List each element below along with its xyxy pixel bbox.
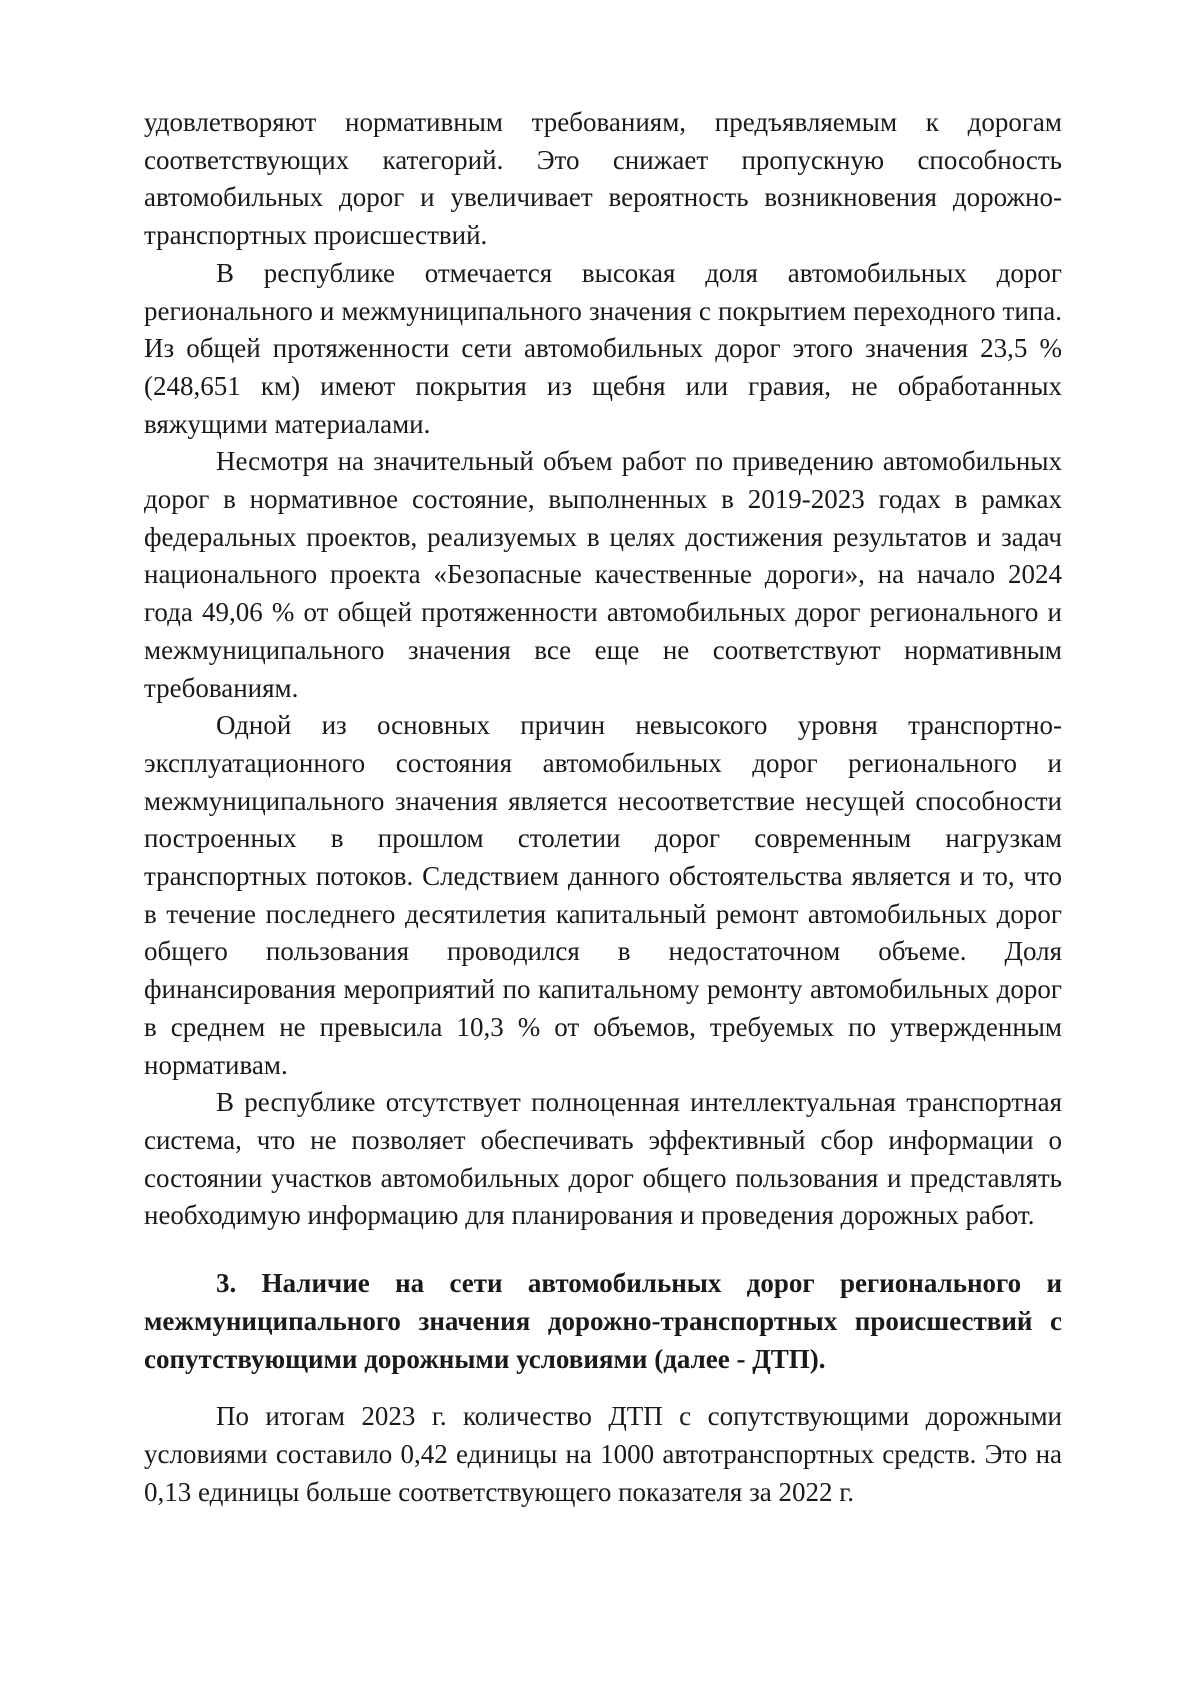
paragraph-intelligent-transport: В республике отсутствует полноценная интеллектуальная транспортная система, что не позволяет обеспечивать эффективный сбор информации о состоянии участков автомобильных дорог общего пользования и представлять необходимую информацию для планирования и проведения дорожных работ. bbox=[144, 1087, 1062, 1231]
paragraph-normative-state: Несмотря на значительный объем работ по приведению автомобильных дорог в нормативное состояние, выполненных в 2019-2023 годах в рамках федеральных проектов, реализуемых в целях достижения результатов и задач национального проекта «Безопасные качественные дороги», на начало 2024 года 49,06 % от общей протяженности автомобильных дорог регионального и межмуниципального значения все еще не соответствуют нормативным требованиям. bbox=[144, 446, 1062, 703]
paragraph-continuation: удовлетворяют нормативным требованиям, предъявляемым к дорогам соответствующих категорий. Это снижает пропускную способность автомобильных дорог и увеличивает вероятность возникновения дорожно-транспортных происшествий. bbox=[144, 107, 1062, 251]
paragraph-transitional-pavement: В республике отмечается высокая доля автомобильных дорог регионального и межмуниципального значения с покрытием переходного типа. Из общей протяженности сети автомобильных дорог этого значения 23,5 % (248,651 км) имеют покрытия из щебня или гравия, не обработанных вяжущими материалами. bbox=[144, 257, 1062, 439]
paragraph-accident-stats: По итогам 2023 г. количество ДТП с сопутствующими дорожными условиями составило 0,42 единицы на 1000 автотранспортных средств. Это на 0,13 единицы больше соответствующего показателя за 2022 г. bbox=[144, 1401, 1062, 1507]
paragraph-bearing-capacity: Одной из основных причин невысокого уровня транспортно-эксплуатационного состояния автомобильных дорог регионального и межмуниципального значения является несоответствие несущей способности построенных в прошлом столетии дорог современным нагрузкам транспортных потоков. Следствием данного обстоятельства является и то, что в течение последнего десятилетия капитальный ремонт автомобильных дорог общего пользования проводился в недостаточном объеме. Доля финансирования мероприятий по капитальному ремонту автомобильных дорог в среднем не превысила 10,3 % от объемов, требуемых по утвержденным нормативам. bbox=[144, 710, 1062, 1080]
section-heading: 3. Наличие на сети автомобильных дорог регионального и межмуниципального значения дорожно-транспортных происшествий с сопутствующими дорожными условиями (далее - ДТП). bbox=[144, 1268, 1062, 1374]
document-page bbox=[144, 104, 1062, 1511]
